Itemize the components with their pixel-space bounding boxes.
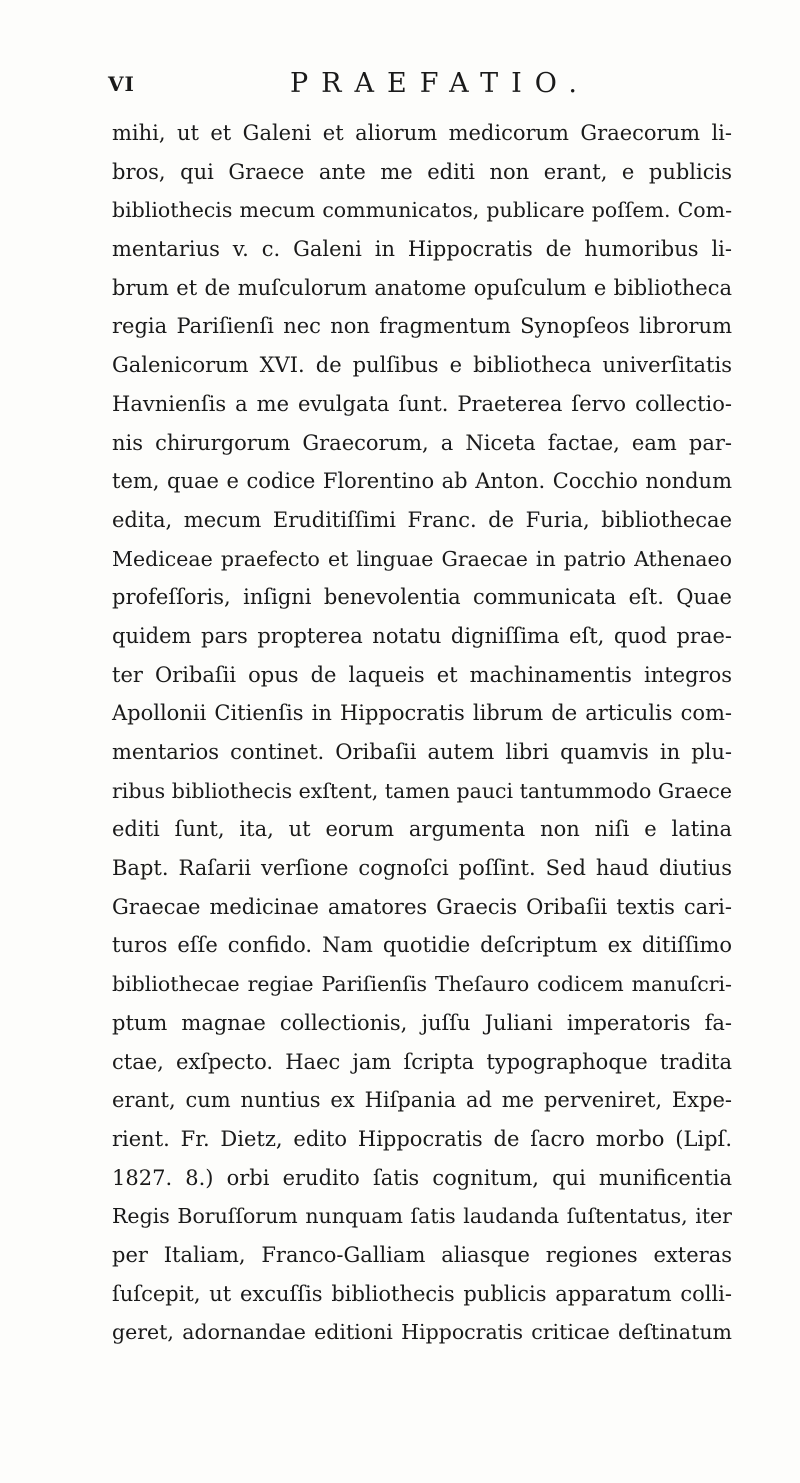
text-line: ſuſcepit, ut excuſſis bibliothecis publicis apparatum colli- [112, 1281, 732, 1306]
text-line: mentarius v. c. Galeni in Hippocratis de humoribus li- [112, 237, 732, 262]
text-line: bibliothecae regiae Pariſienſis Theſauro codicem manuſcri- [112, 972, 732, 997]
text-line: Bapt. Raſarii verſione cognoſci poſſint. Sed haud diutius [112, 856, 732, 881]
text-line: Galenicorum XVI. de pulſibus e bibliotheca univerſitatis [112, 353, 732, 378]
text-line: mihi, ut et Galeni et aliorum medicorum Graecorum li- [112, 121, 732, 145]
text-line: turos eſſe confido. Nam quotidie deſcriptum ex ditiſſimo [112, 933, 732, 958]
text-line: regia Pariſienſi nec non fragmentum Synopſeos librorum [112, 314, 732, 339]
text-line: edita, mecum Eruditiſſimi Franc. de Furia, bibliothecae [112, 507, 732, 532]
text-line: Regis Boruſſorum nunquam ſatis laudanda ſuſtentatus, iter [112, 1204, 732, 1229]
page-header [108, 68, 708, 104]
text-line: Apollonii Citienſis in Hippocratis librum de articulis com- [112, 701, 732, 726]
text-line: ptum magnae collectionis, juſſu Juliani imperatoris fa- [112, 1010, 732, 1035]
text-line: 1827. 8.) orbi erudito ſatis cognitum, qui munificentia [112, 1165, 732, 1190]
text-line: Graecae medicinae amatores Graecis Oribaſii textis cari- [112, 894, 732, 919]
text-line: ribus bibliothecis exſtent, tamen pauci tantummodo Graece [112, 778, 733, 803]
text-line: bibliothecis mecum communicatos, publicare poſſem. Com- [112, 198, 732, 223]
text-line: quidem pars propterea notatu digniſſima eſt, quod prae- [112, 623, 732, 648]
text-line: ter Oribaſii opus de laqueis et machinamentis integros [112, 662, 732, 687]
text-line: rient. Fr. Dietz, edito Hippocratis de ſacro morbo (Lipſ. [112, 1126, 732, 1151]
text-line: erant, cum nuntius ex Hiſpania ad me perveniret, Expe- [112, 1088, 732, 1113]
text-line: geret, adornandae editioni Hippocratis criticae deſtinatum [112, 1320, 732, 1345]
text-line: tem, quae e codice Florentino ab Anton. Cocchio nondum [112, 469, 732, 494]
text-line: editi ſunt, ita, ut eorum argumenta non niſi e latina [112, 817, 732, 842]
text-line: per Italiam, Franco-Galliam aliasque regiones exteras [112, 1242, 732, 1267]
text-line: bros, qui Graece ante me editi non erant, e publicis [112, 159, 732, 184]
text-line: Havnienſis a me evulgata ſunt. Praeterea ſervo collectio- [112, 391, 732, 416]
page-number: VI [108, 72, 135, 96]
text-line: Mediceae praefecto et linguae Graecae in patrio Athenaeo [112, 546, 732, 571]
text-line: mentarios continet. Oribaſii autem libri quamvis in plu- [112, 740, 732, 764]
text-line: profeſſoris, inſigni benevolentia communicata eſt. Quae [112, 585, 732, 610]
text-line: nis chirurgorum Graecorum, a Niceta factae, eam par- [112, 430, 732, 455]
text-line: brum et de muſculorum anatome opuſculum e bibliotheca [112, 275, 732, 300]
text-line: ctae, exſpecto. Haec jam ſcripta typographoque tradita [112, 1049, 732, 1074]
body-text [112, 114, 732, 1352]
running-title: PRAEFATIO. [290, 68, 590, 99]
